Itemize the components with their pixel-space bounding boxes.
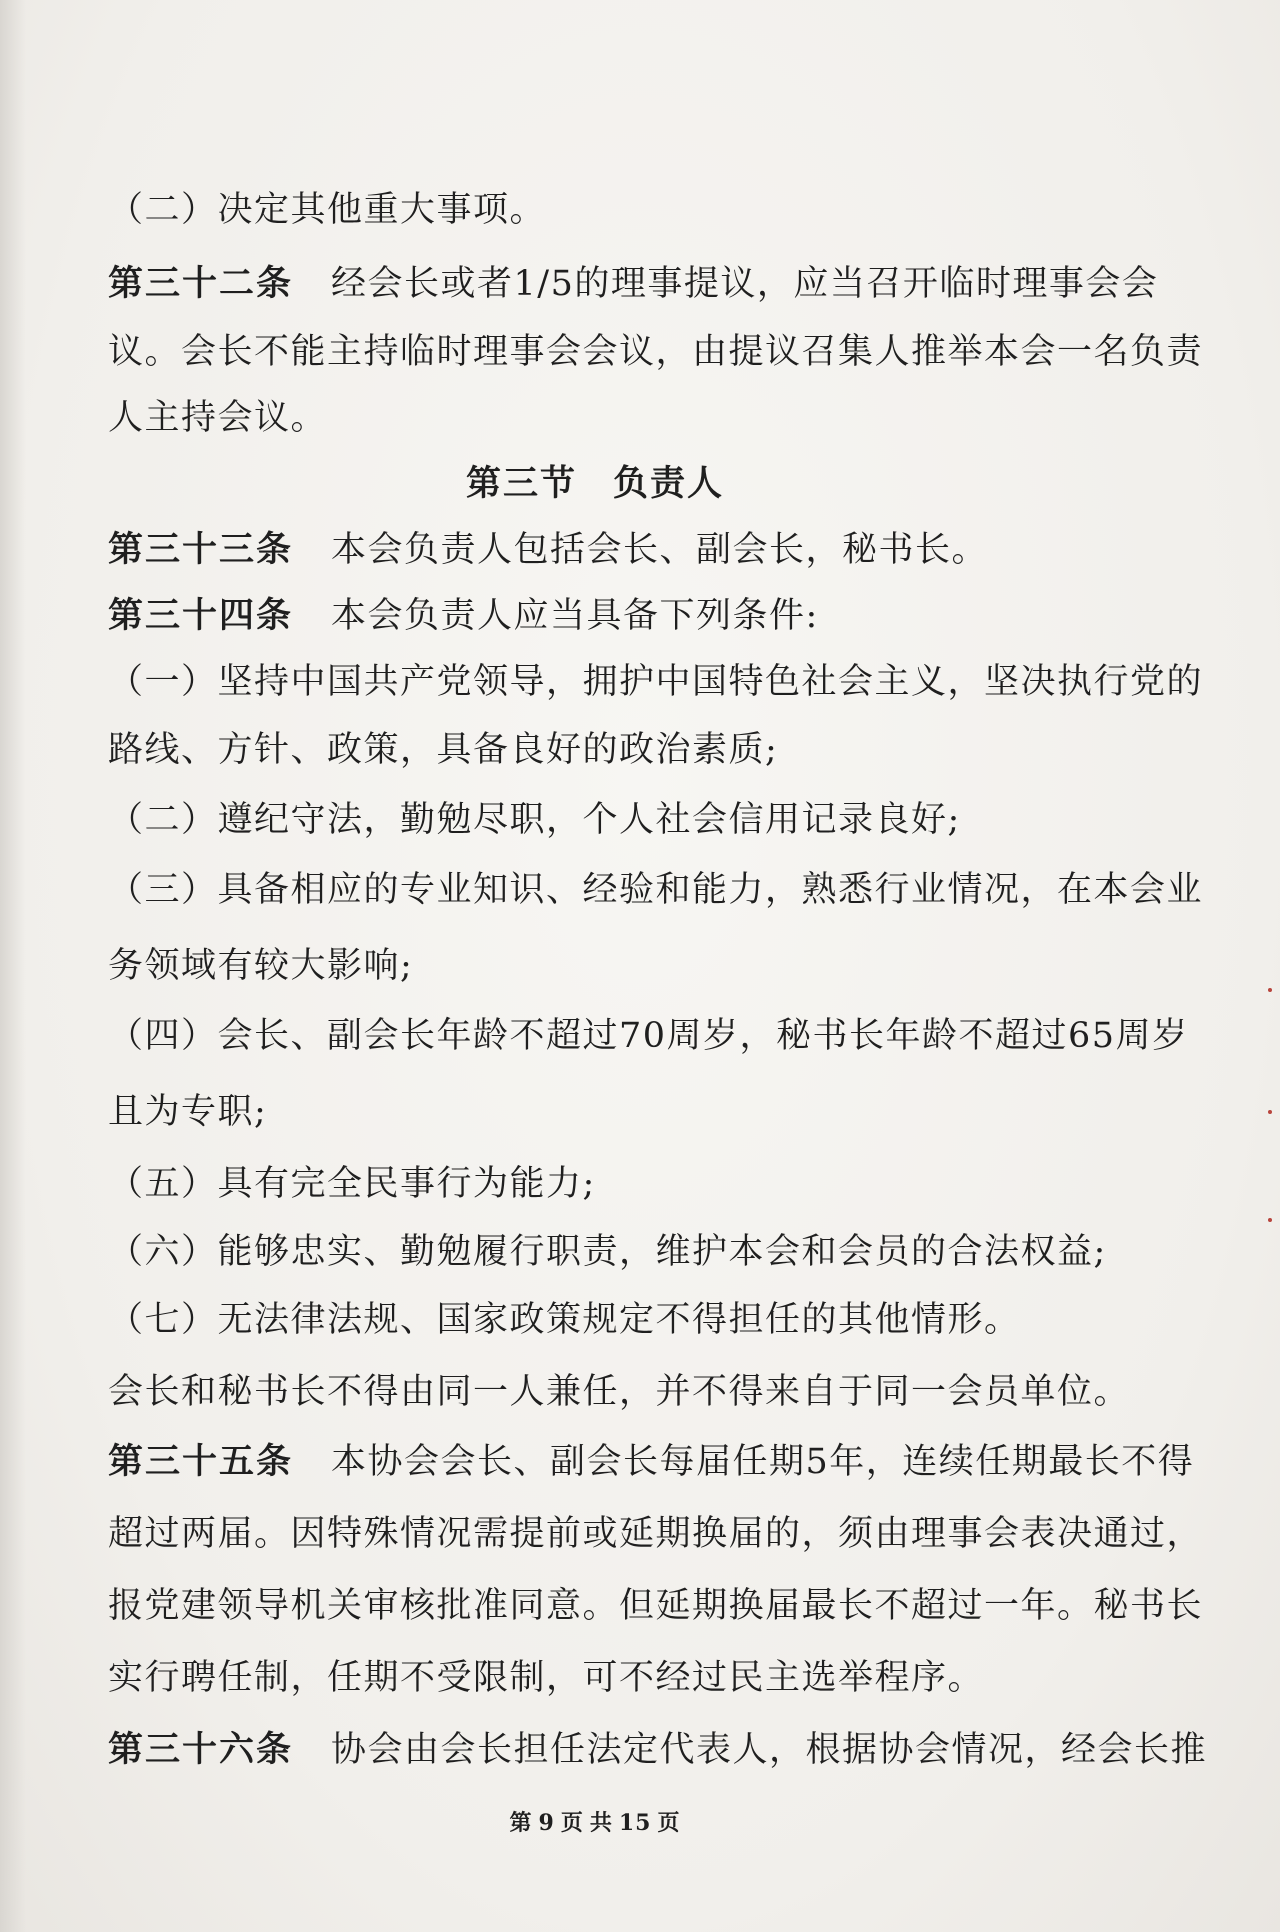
line-text: （二）决定其他重大事项。 bbox=[108, 190, 547, 230]
text-line bbox=[108, 1162, 1198, 1206]
line-text: 议。会长不能主持临时理事会会议，由提议召集人推举本会一名负责 bbox=[108, 332, 1204, 372]
line-text: （三）具备相应的专业知识、经验和能力，熟悉行业情况，在本会业 bbox=[108, 870, 1204, 910]
article-number: 第三十二条 bbox=[108, 263, 294, 304]
line-text: （四）会长、副会长年龄不超过70周岁，秘书长年龄不超过65周岁 bbox=[108, 1016, 1189, 1056]
article-36-line bbox=[108, 1728, 1208, 1772]
ink-speck bbox=[1268, 1218, 1272, 1222]
text-line bbox=[108, 1090, 1198, 1134]
line-text: （六）能够忠实、勤勉履行职责，维护本会和会员的合法权益; bbox=[108, 1232, 1107, 1272]
text-line bbox=[108, 798, 1198, 842]
line-text: 实行聘任制，任期不受限制，可不经过民主选举程序。 bbox=[108, 1658, 985, 1698]
ink-speck bbox=[1268, 988, 1272, 992]
section-heading bbox=[0, 462, 1190, 506]
line-text: 协会由会长担任法定代表人，根据协会情况，经会长推 bbox=[331, 1730, 1208, 1770]
ink-speck bbox=[1268, 1110, 1272, 1114]
page-edge-shadow bbox=[0, 0, 26, 1932]
article-number: 第三十三条 bbox=[108, 529, 294, 570]
line-text: （二）遵纪守法，勤勉尽职，个人社会信用记录良好; bbox=[108, 800, 961, 840]
footer-word: 页 bbox=[657, 1810, 681, 1836]
line-text: （七）无法律法规、国家政策规定不得担任的其他情形。 bbox=[108, 1300, 1021, 1340]
line-text: 务领域有较大影响; bbox=[108, 946, 414, 986]
text-line bbox=[108, 1656, 1198, 1700]
line-text: 本协会会长、副会长每届任期5年，连续任期最长不得 bbox=[331, 1442, 1195, 1482]
article-35-line bbox=[108, 1440, 1198, 1484]
article-34-line bbox=[108, 594, 1198, 638]
line-text: 本会负责人应当具备下列条件: bbox=[331, 596, 819, 636]
line-text: 会长和秘书长不得由同一人兼任，并不得来自于同一会员单位。 bbox=[108, 1372, 1131, 1412]
current-page-number: 9 bbox=[538, 1810, 555, 1836]
text-line bbox=[108, 660, 1204, 704]
line-text: 经会长或者1/5的理事提议，应当召开临时理事会会 bbox=[331, 264, 1159, 304]
line-text: 路线、方针、政策，具备良好的政治素质; bbox=[108, 730, 779, 770]
section-number: 第三节 bbox=[465, 463, 577, 504]
text-line bbox=[108, 1298, 1198, 1342]
article-number: 第三十五条 bbox=[108, 1441, 294, 1482]
text-line bbox=[108, 1512, 1204, 1556]
line-text: 报党建领导机关审核批准同意。但延期换届最长不超过一年。秘书长 bbox=[108, 1586, 1204, 1626]
text-line bbox=[108, 188, 1198, 232]
footer-word: 共 bbox=[589, 1810, 613, 1836]
text-line bbox=[108, 1014, 1198, 1058]
text-line bbox=[108, 330, 1204, 374]
text-line bbox=[108, 728, 1198, 772]
article-number: 第三十六条 bbox=[108, 1729, 294, 1770]
article-32-line bbox=[108, 262, 1198, 306]
footer-word: 页 bbox=[560, 1810, 584, 1836]
line-text: （一）坚持中国共产党领导，拥护中国特色社会主义，坚决执行党的 bbox=[108, 662, 1204, 702]
line-text: 人主持会议。 bbox=[108, 398, 328, 438]
article-33-line bbox=[108, 528, 1198, 572]
text-line bbox=[108, 1230, 1198, 1274]
footer-word: 第 bbox=[509, 1810, 533, 1836]
total-page-number: 15 bbox=[618, 1810, 652, 1836]
article-number: 第三十四条 bbox=[108, 595, 294, 636]
text-line bbox=[108, 868, 1204, 912]
section-name: 负责人 bbox=[613, 463, 725, 504]
text-line bbox=[108, 1584, 1204, 1628]
text-line bbox=[108, 396, 1198, 440]
text-line bbox=[108, 1370, 1198, 1414]
line-text: 本会负责人包括会长、副会长，秘书长。 bbox=[331, 530, 989, 570]
line-text: 且为专职; bbox=[108, 1092, 268, 1132]
line-text: （五）具有完全民事行为能力; bbox=[108, 1164, 596, 1204]
page-footer bbox=[0, 1806, 1190, 1837]
text-line bbox=[108, 944, 1198, 988]
line-text: 超过两届。因特殊情况需提前或延期换届的，须由理事会表决通过， bbox=[108, 1514, 1204, 1554]
